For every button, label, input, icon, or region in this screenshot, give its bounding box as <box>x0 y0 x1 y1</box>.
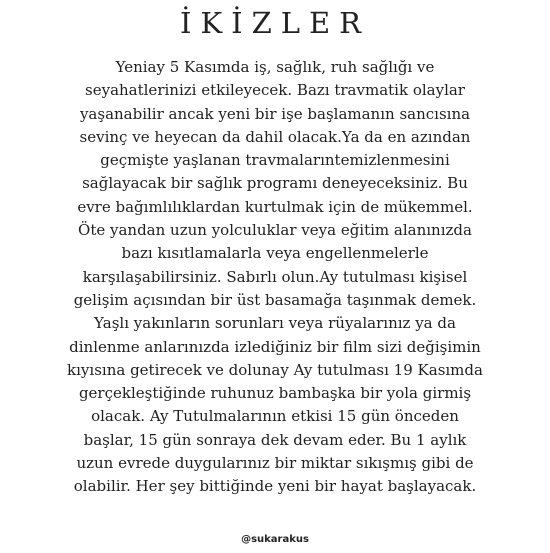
body-line: olacak. Ay Tutulmalarının etkisi 15 gün önceden <box>91 407 459 426</box>
body-line: geçmişte yaşlanan travmalarıntemizlenmesini <box>100 151 450 170</box>
body-line: dinlenme anlarınızda izlediğiniz bir film sizi değişimin <box>69 337 481 356</box>
page-title: İKİZLER <box>180 6 370 40</box>
body-line: Yaşlı yakınların sorunları veya rüyalarınız ya da <box>94 314 456 333</box>
body-line: Öte yandan uzun yolculuklar veya eğitim alanınızda <box>78 221 472 240</box>
body-line: sağlayacak bir sağlık programı deneyeceksiniz. Bu <box>82 174 468 193</box>
body-line: yaşanabilir ancak yeni bir işe başlamanın sancısına <box>79 104 471 123</box>
body-line: gerçekleştiğinde ruhunuz bambaşka bir yola girmiş <box>78 384 472 403</box>
body-line: evre bağımlılıklardan kurtulmak için de mükemmel. <box>77 197 473 216</box>
author-handle: @sukarakus <box>241 534 309 545</box>
body-line: başlar, 15 gün sonraya dek devam eder. Bu 1 aylık <box>83 430 467 449</box>
body-line: kıyısına getirecek ve dolunay Ay tutulması 19 Kasımda <box>67 360 483 379</box>
body-line: seyahatlerinizi etkileyecek. Bazı travmatik olaylar <box>85 81 465 100</box>
body-line: gelişim açısından bir üst basamağa taşınmak demek. <box>73 290 477 309</box>
body-line: olabilir. Her şey bittiğinde yeni bir hayat başlayacak. <box>73 477 477 496</box>
body-line: sevinç ve heyecan da dahil olacak.Ya da en azından <box>79 127 471 146</box>
body-line: Yeniay 5 Kasımda iş, sağlık, ruh sağlığı ve <box>115 58 435 76</box>
body-line: bazı kısıtlamalarla veya engellenmelerle <box>121 244 429 263</box>
horoscope-body <box>0 56 550 499</box>
body-line: karşılaşabilirsiniz. Sabırlı olun.Ay tutulması kişisel <box>82 267 468 286</box>
body-line: uzun evrede duygularınız bir miktar sıkışmış gibi de <box>76 454 474 473</box>
